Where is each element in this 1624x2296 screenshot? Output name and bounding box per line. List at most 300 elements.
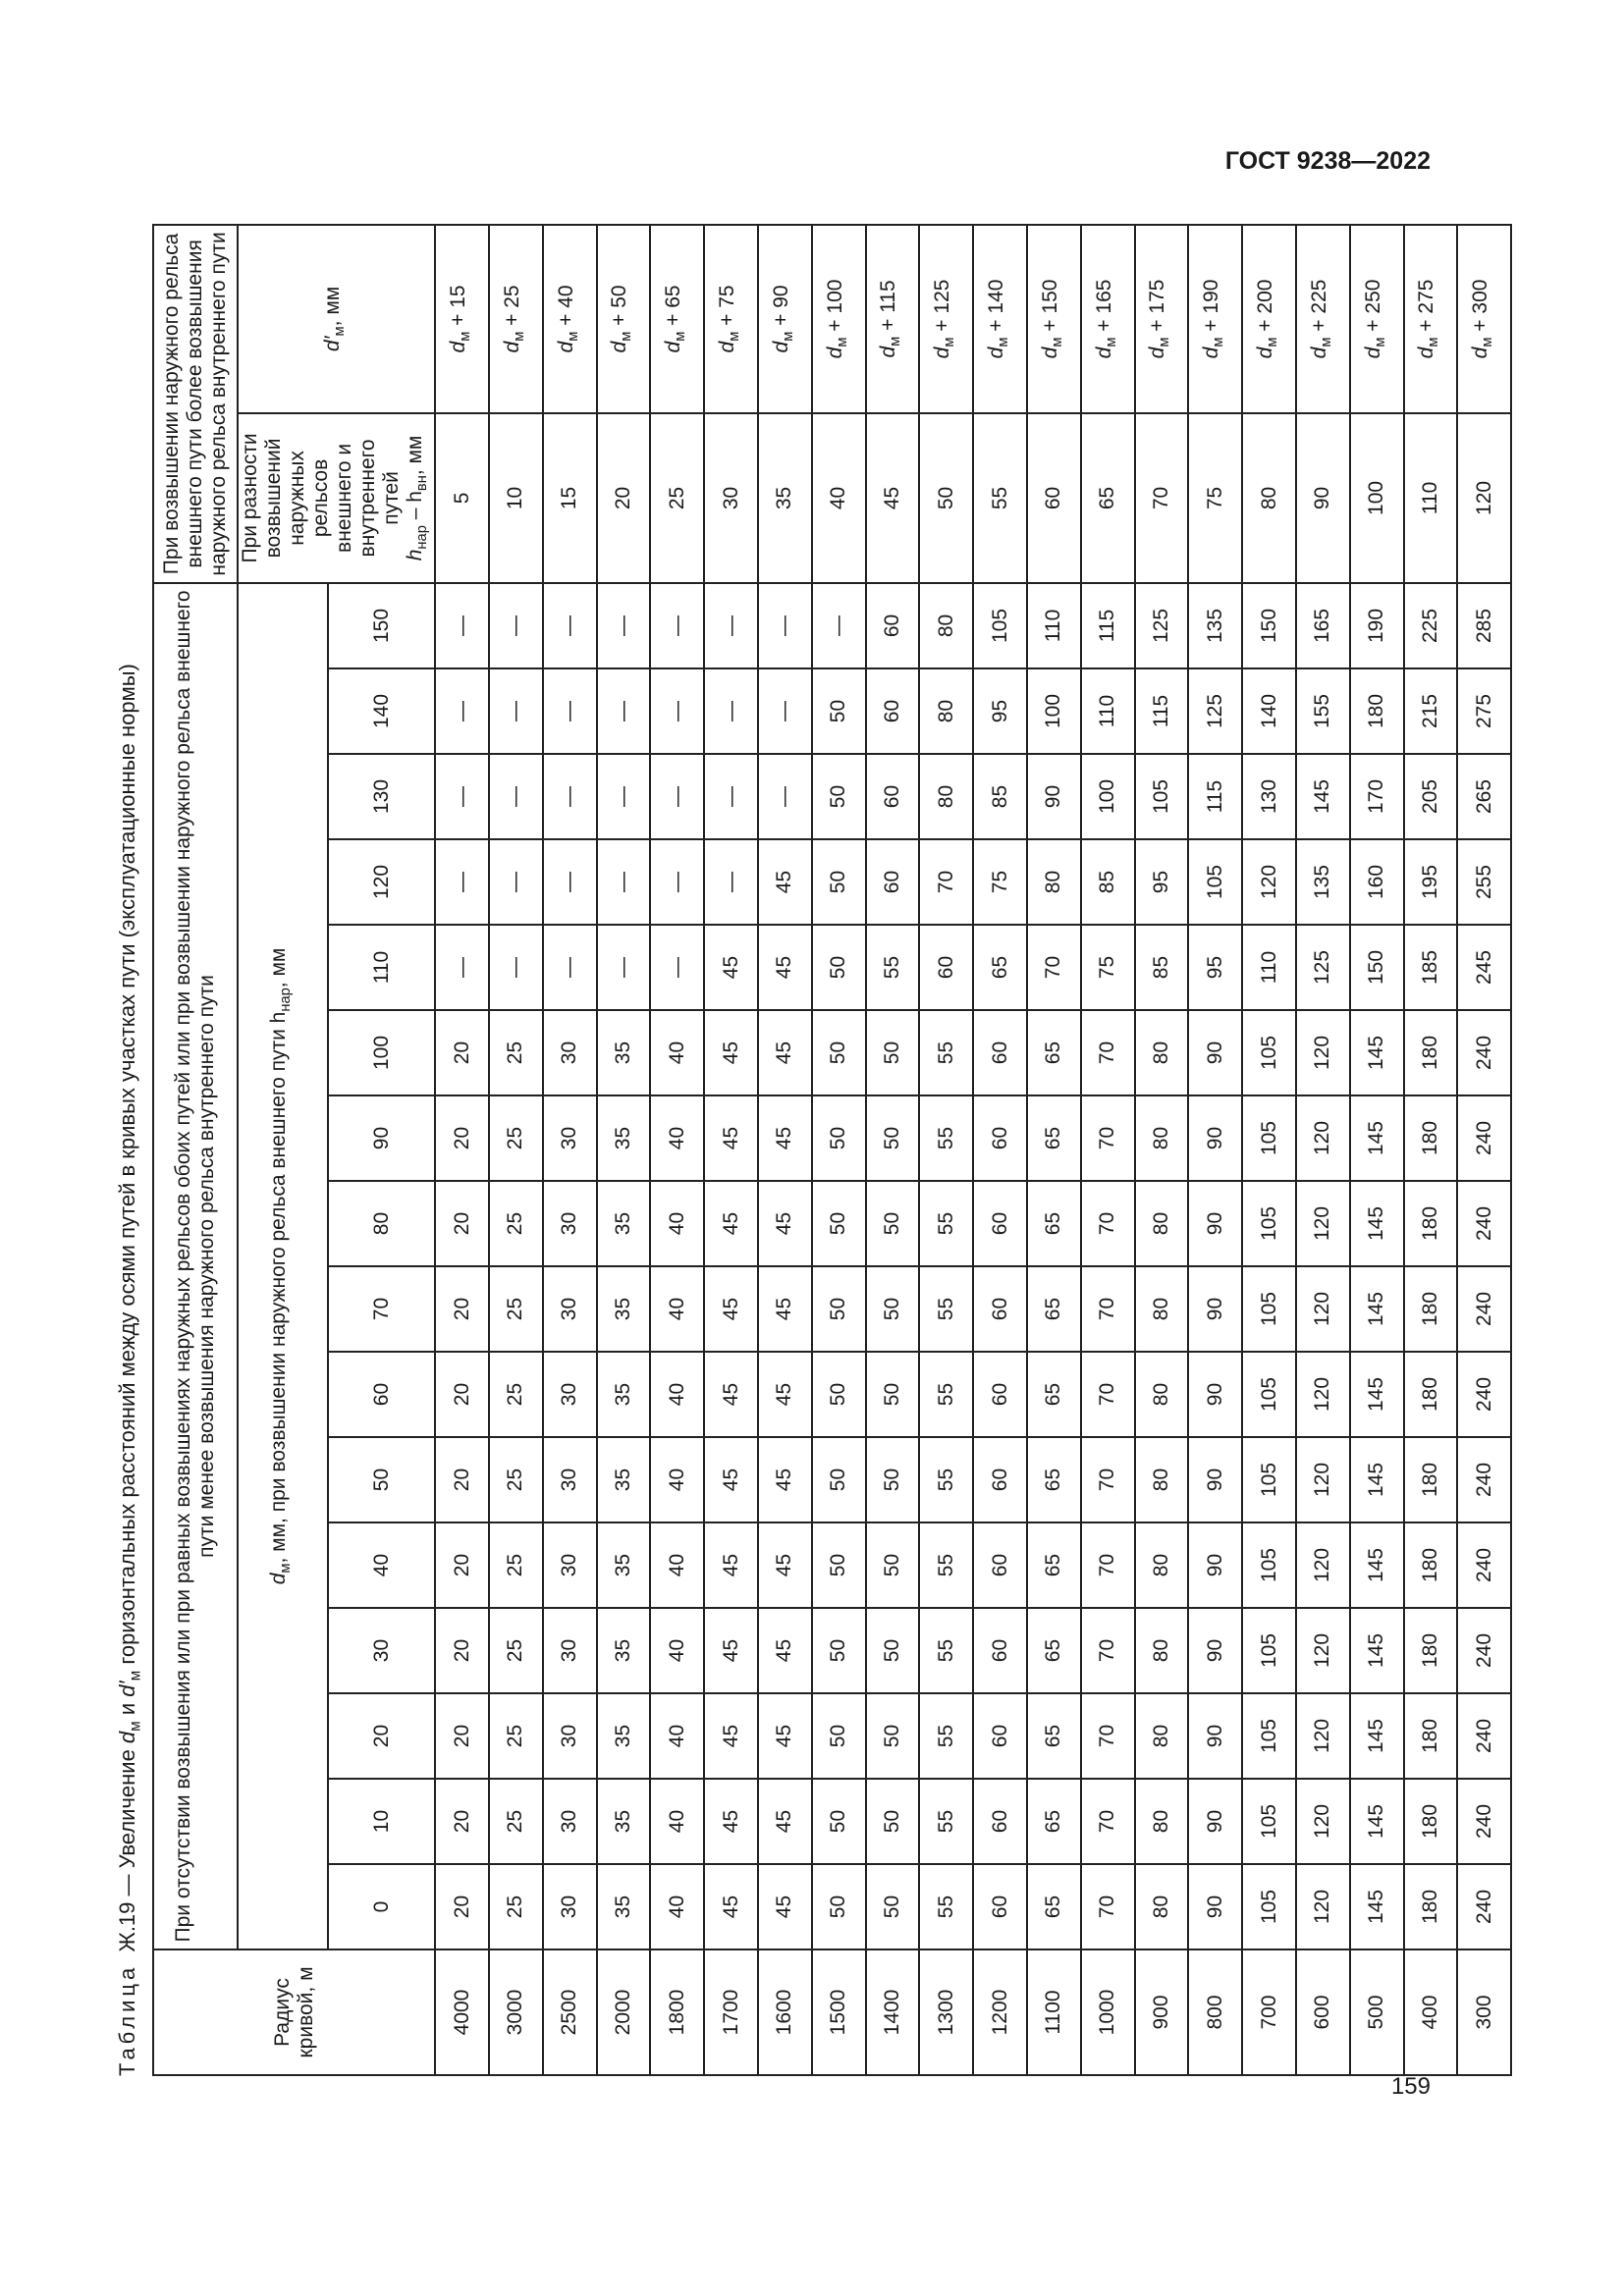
diff-cell: 20 [597, 413, 651, 583]
value-cell: 60 [973, 1437, 1027, 1522]
value-cell: 35 [597, 1608, 651, 1693]
dprime-cell-symbol-sub: м [1480, 337, 1496, 347]
dprime-symbol: d′ [321, 336, 344, 352]
value-cell: 45 [758, 1352, 812, 1437]
value-cell: 80 [1135, 1522, 1189, 1608]
diff-header-text: При разности возвышений наружных рельсов внешнего и внутреннего путей [239, 433, 403, 563]
value-cell: 125 [1296, 925, 1350, 1010]
table-row [1350, 225, 1404, 2075]
value-cell: 120 [1296, 1437, 1350, 1522]
value-cell: 35 [597, 1095, 651, 1181]
value-cell: 90 [1027, 754, 1081, 839]
dprime-cell-value: + 300 [1469, 279, 1492, 332]
value-cell: 70 [919, 839, 973, 925]
value-cell: 50 [812, 1608, 866, 1693]
dprime-cell [1457, 225, 1511, 413]
value-cell: 70 [1081, 1352, 1135, 1437]
value-cell: 70 [1081, 1266, 1135, 1352]
value-cell: 40 [650, 1864, 704, 1949]
value-cell: 45 [704, 1352, 758, 1437]
value-cell: 105 [1242, 1352, 1296, 1437]
value-cell: — [435, 925, 489, 1010]
caption-and: и [115, 1696, 139, 1722]
dprime-cell-symbol-sub: м [1265, 337, 1281, 347]
value-cell: 60 [973, 1352, 1027, 1437]
caption-dm-prime-sub: м [127, 1670, 144, 1682]
radius-cell: 1400 [866, 1949, 920, 2075]
radius-cell: 1100 [1027, 1949, 1081, 2075]
dprime-cell [812, 225, 866, 413]
value-cell: 120 [1296, 1010, 1350, 1095]
dprime-cell [1135, 225, 1189, 413]
table-row [489, 225, 543, 2075]
value-cell: 70 [1081, 1608, 1135, 1693]
value-cell: 145 [1350, 1352, 1404, 1437]
value-cell: — [489, 668, 543, 754]
diff-cell: 55 [973, 413, 1027, 583]
value-cell: 35 [597, 1437, 651, 1522]
value-cell: 255 [1457, 839, 1511, 925]
value-cell: 65 [1027, 1608, 1081, 1693]
value-cell: 240 [1457, 1864, 1511, 1949]
value-cell: 50 [866, 1779, 920, 1864]
value-cell: 120 [1296, 1266, 1350, 1352]
value-cell: — [489, 925, 543, 1010]
value-cell: — [650, 668, 704, 754]
value-cell: 45 [758, 1864, 812, 1949]
value-cell: 120 [1296, 1608, 1350, 1693]
diff-unit: , мм [404, 435, 426, 476]
table-row [973, 225, 1027, 2075]
value-cell: 30 [543, 1864, 597, 1949]
value-cell: 55 [919, 1437, 973, 1522]
caption-text-1: — Увеличение [115, 1743, 139, 1902]
elevation-header: 140 [328, 668, 435, 754]
dprime-cell-symbol-sub: м [996, 337, 1012, 347]
value-cell: 55 [919, 1522, 973, 1608]
value-cell: 45 [758, 1010, 812, 1095]
radius-cell: 1700 [704, 1949, 758, 2075]
value-cell: 145 [1350, 1693, 1404, 1779]
value-cell: — [543, 925, 597, 1010]
value-cell: 50 [812, 1266, 866, 1352]
value-cell: 60 [919, 925, 973, 1010]
value-cell: 180 [1404, 1779, 1458, 1864]
dprime-cell-symbol: d [1307, 347, 1330, 359]
value-cell: 170 [1350, 754, 1404, 839]
value-cell: 70 [1081, 1181, 1135, 1266]
value-cell: 50 [812, 1779, 866, 1864]
value-cell: — [543, 583, 597, 668]
value-cell: 95 [973, 668, 1027, 754]
value-cell: 240 [1457, 1522, 1511, 1608]
dprime-cell-symbol-sub: м [673, 331, 689, 342]
value-cell: 110 [1027, 583, 1081, 668]
dprime-cell-symbol: d [1038, 347, 1061, 359]
value-cell: — [704, 668, 758, 754]
diff-cell: 100 [1350, 413, 1404, 583]
value-cell: — [704, 754, 758, 839]
value-cell: 30 [543, 1693, 597, 1779]
value-cell: 120 [1296, 1693, 1350, 1779]
dprime-cell-symbol-sub: м [619, 331, 635, 342]
diff-cell: 110 [1404, 413, 1458, 583]
value-cell: — [758, 668, 812, 754]
dprime-cell-value: + 225 [1307, 279, 1330, 332]
value-cell: 40 [650, 1010, 704, 1095]
value-cell: — [650, 583, 704, 668]
dprime-cell-symbol: d [446, 341, 469, 353]
elevation-header: 20 [328, 1693, 435, 1779]
dprime-cell-symbol-sub: м [1211, 337, 1227, 347]
value-cell: 55 [919, 1266, 973, 1352]
dprime-cell-symbol: d [554, 341, 577, 353]
dprime-cell [489, 225, 543, 413]
value-cell: 40 [650, 1779, 704, 1864]
value-cell: 225 [1404, 583, 1458, 668]
value-cell: 145 [1350, 1010, 1404, 1095]
value-cell: — [650, 754, 704, 839]
value-cell: 180 [1404, 1352, 1458, 1437]
value-cell: 25 [489, 1437, 543, 1522]
value-cell: 45 [704, 1522, 758, 1608]
diff-minus: – h [404, 491, 426, 526]
value-cell: 65 [1027, 1779, 1081, 1864]
value-cell: 40 [650, 1522, 704, 1608]
radius-cell: 900 [1135, 1949, 1189, 2075]
value-cell: 80 [919, 583, 973, 668]
value-cell: 35 [597, 1693, 651, 1779]
diff-cell: 90 [1296, 413, 1350, 583]
value-cell: 50 [866, 1608, 920, 1693]
value-cell: 60 [973, 1608, 1027, 1693]
value-cell: 60 [866, 668, 920, 754]
value-cell: 240 [1457, 1352, 1511, 1437]
value-cell: 30 [543, 1779, 597, 1864]
value-cell: 100 [1027, 668, 1081, 754]
value-cell: 70 [1081, 1437, 1135, 1522]
dprime-cell-symbol-sub: м [942, 337, 958, 347]
table-caption [108, 226, 147, 2076]
diff-cell: 70 [1135, 413, 1189, 583]
value-cell: 50 [812, 1181, 866, 1266]
table-row [543, 225, 597, 2075]
dprime-cell-symbol-sub: м [565, 331, 581, 342]
table-row [758, 225, 812, 2075]
value-cell: 70 [1081, 1522, 1135, 1608]
value-cell: — [435, 583, 489, 668]
value-cell: 45 [758, 1181, 812, 1266]
value-cell: 40 [650, 1693, 704, 1779]
dprime-cell-symbol-sub: м [1318, 337, 1334, 347]
value-cell: 105 [1242, 1779, 1296, 1864]
dprime-cell-symbol: d [984, 347, 1007, 359]
value-cell: 25 [489, 1522, 543, 1608]
value-cell: — [435, 839, 489, 925]
value-cell: 85 [1135, 925, 1189, 1010]
value-cell: 45 [758, 925, 812, 1010]
value-cell: 215 [1404, 668, 1458, 754]
dprime-cell [543, 225, 597, 413]
value-cell: 30 [543, 1608, 597, 1693]
radius-cell: 300 [1457, 1949, 1511, 2075]
radius-cell: 800 [1188, 1949, 1242, 2075]
value-cell: 80 [1135, 1266, 1189, 1352]
dprime-cell-value: + 175 [1146, 279, 1169, 332]
value-cell: 60 [866, 754, 920, 839]
value-cell: 105 [1242, 1693, 1296, 1779]
value-cell: 50 [812, 1352, 866, 1437]
value-cell: 25 [489, 1693, 543, 1779]
value-cell: — [489, 583, 543, 668]
value-cell: 45 [704, 1779, 758, 1864]
value-cell: 150 [1242, 583, 1296, 668]
diff-cell: 65 [1081, 413, 1135, 583]
value-cell: 245 [1457, 925, 1511, 1010]
value-cell: 105 [1242, 1010, 1296, 1095]
diff-cell: 60 [1027, 413, 1081, 583]
value-cell: 105 [1242, 1181, 1296, 1266]
dprime-cell-symbol-sub: м [1372, 337, 1388, 347]
value-cell: 50 [866, 1693, 920, 1779]
value-cell: 145 [1350, 1864, 1404, 1949]
value-cell: 90 [1188, 1522, 1242, 1608]
dprime-cell-symbol-sub: м [834, 337, 850, 347]
value-cell: 35 [597, 1352, 651, 1437]
value-cell: 185 [1404, 925, 1458, 1010]
value-cell: 75 [1081, 925, 1135, 1010]
value-cell: 35 [597, 1181, 651, 1266]
dm-symbol: d [267, 1573, 291, 1585]
value-cell: — [704, 583, 758, 668]
value-cell: 40 [650, 1266, 704, 1352]
value-cell: 50 [866, 1352, 920, 1437]
page-number: 159 [1390, 2073, 1431, 2100]
value-cell: 45 [704, 1010, 758, 1095]
value-cell: — [597, 754, 651, 839]
value-cell: 50 [812, 668, 866, 754]
value-cell: 20 [435, 1693, 489, 1779]
value-cell: — [489, 754, 543, 839]
value-cell: 70 [1027, 925, 1081, 1010]
value-cell: 180 [1404, 1437, 1458, 1522]
value-cell: 90 [1188, 1779, 1242, 1864]
value-cell: 85 [973, 754, 1027, 839]
value-cell: 30 [543, 1181, 597, 1266]
table-row [435, 225, 489, 2075]
value-cell: 145 [1350, 1522, 1404, 1608]
dprime-cell-symbol: d [823, 347, 846, 359]
value-cell: 20 [435, 1864, 489, 1949]
dprime-cell-symbol: d [500, 341, 523, 353]
diff-cell: 80 [1242, 413, 1296, 583]
value-cell: 80 [1135, 1608, 1189, 1693]
dprime-cell-value: + 140 [984, 279, 1007, 332]
value-cell: 145 [1350, 1181, 1404, 1266]
value-cell: 140 [1242, 668, 1296, 754]
value-cell: 120 [1296, 1864, 1350, 1949]
elevation-header: 10 [328, 1779, 435, 1864]
value-cell: 285 [1457, 583, 1511, 668]
value-cell: 40 [650, 1608, 704, 1693]
value-cell: 30 [543, 1437, 597, 1522]
value-cell: — [543, 839, 597, 925]
value-cell: 50 [812, 1095, 866, 1181]
dprime-cell-symbol: d [715, 341, 738, 353]
value-cell: 240 [1457, 1010, 1511, 1095]
table-row [919, 225, 973, 2075]
value-cell: — [543, 754, 597, 839]
diff-vn-sub: вн [414, 475, 431, 492]
dprime-cell-symbol: d [769, 341, 792, 353]
value-cell: 45 [758, 1779, 812, 1864]
value-cell: 60 [973, 1693, 1027, 1779]
value-cell: 160 [1350, 839, 1404, 925]
value-cell: 45 [758, 1266, 812, 1352]
value-cell: 95 [1135, 839, 1189, 925]
value-cell: 65 [1027, 1522, 1081, 1608]
table-row [704, 225, 758, 2075]
elevation-header: 150 [328, 583, 435, 668]
value-cell: 35 [597, 1010, 651, 1095]
value-cell: 55 [919, 1181, 973, 1266]
value-cell: — [597, 668, 651, 754]
value-cell: 180 [1404, 1608, 1458, 1693]
dprime-cell-symbol-sub: м [727, 331, 743, 342]
radius-cell: 1800 [650, 1949, 704, 2075]
value-cell: 20 [435, 1181, 489, 1266]
value-cell: 50 [866, 1522, 920, 1608]
value-cell: 240 [1457, 1266, 1511, 1352]
value-cell: 275 [1457, 668, 1511, 754]
dprime-cell-symbol: d [1092, 347, 1115, 359]
table-row [866, 225, 920, 2075]
radius-cell: 2000 [597, 1949, 651, 2075]
radius-cell: 1300 [919, 1949, 973, 2075]
value-cell: 80 [1135, 1779, 1189, 1864]
value-cell: 70 [1081, 1693, 1135, 1779]
value-cell: 145 [1350, 1266, 1404, 1352]
value-cell: 80 [1135, 1010, 1189, 1095]
value-cell: 20 [435, 1266, 489, 1352]
dprime-cell-symbol: d [931, 347, 954, 359]
value-cell: 105 [1242, 1608, 1296, 1693]
radius-cell: 2500 [543, 1949, 597, 2075]
value-cell: 145 [1350, 1437, 1404, 1522]
table-row [1027, 225, 1081, 2075]
value-cell: 145 [1350, 1779, 1404, 1864]
value-cell: 20 [435, 1608, 489, 1693]
radius-cell: 4000 [435, 1949, 489, 2075]
value-cell: 165 [1296, 583, 1350, 668]
value-cell: 55 [919, 1095, 973, 1181]
elevation-header: 90 [328, 1095, 435, 1181]
value-cell: 55 [866, 925, 920, 1010]
radius-cell: 600 [1296, 1949, 1350, 2075]
value-cell: — [597, 583, 651, 668]
value-cell: 40 [650, 1181, 704, 1266]
dprime-cell-symbol-sub: м [1103, 337, 1119, 347]
value-cell: 20 [435, 1095, 489, 1181]
rotated-table-block [108, 226, 1496, 2076]
diff-cell: 45 [866, 413, 920, 583]
radius-header: Радиус кривой, м [153, 1949, 435, 2075]
dprime-cell [650, 225, 704, 413]
value-cell: 240 [1457, 1779, 1511, 1864]
value-cell: 35 [597, 1522, 651, 1608]
value-cell: 70 [1081, 1779, 1135, 1864]
value-cell: 45 [704, 1266, 758, 1352]
radius-cell: 500 [1350, 1949, 1404, 2075]
diff-cell: 50 [919, 413, 973, 583]
value-cell: 20 [435, 1352, 489, 1437]
value-cell: 60 [973, 1181, 1027, 1266]
value-cell: 45 [704, 925, 758, 1010]
value-cell: 105 [1242, 1522, 1296, 1608]
table-body [153, 225, 1511, 2075]
value-cell: 50 [812, 1522, 866, 1608]
value-cell: 25 [489, 1181, 543, 1266]
value-cell: — [704, 839, 758, 925]
value-cell: 55 [919, 1779, 973, 1864]
elevation-header: 50 [328, 1437, 435, 1522]
value-cell: 120 [1296, 1095, 1350, 1181]
value-cell: 120 [1296, 1779, 1350, 1864]
value-cell: 240 [1457, 1693, 1511, 1779]
table-row [1457, 225, 1511, 2075]
data-table [152, 224, 1512, 2076]
dprime-cell-value: + 125 [931, 279, 954, 332]
diff-nar-sub: нар [414, 525, 431, 550]
dprime-cell [435, 225, 489, 413]
value-cell: 40 [650, 1095, 704, 1181]
value-cell: 45 [704, 1095, 758, 1181]
diff-cell: 35 [758, 413, 812, 583]
value-cell: 45 [758, 1693, 812, 1779]
value-cell: 265 [1457, 754, 1511, 839]
diff-cell: 15 [543, 413, 597, 583]
dprime-cell-value: + 100 [823, 279, 846, 332]
value-cell: 50 [866, 1095, 920, 1181]
dprime-header [238, 225, 435, 413]
dprime-cell-symbol: d [608, 341, 631, 353]
value-cell: 65 [1027, 1095, 1081, 1181]
elevation-header: 40 [328, 1522, 435, 1608]
dprime-cell-symbol-sub: м [1157, 337, 1173, 347]
value-cell: 20 [435, 1437, 489, 1522]
value-cell: 80 [1135, 1352, 1189, 1437]
value-cell: 30 [543, 1266, 597, 1352]
value-cell: 120 [1242, 839, 1296, 925]
dprime-cell-value: + 275 [1415, 279, 1438, 332]
value-cell: 60 [973, 1522, 1027, 1608]
value-cell: 180 [1404, 1864, 1458, 1949]
value-cell: 65 [1027, 1693, 1081, 1779]
dprime-cell-symbol: d [1253, 347, 1276, 359]
value-cell: 60 [973, 1095, 1027, 1181]
dprime-cell-symbol: d [1415, 347, 1438, 359]
value-cell: 30 [543, 1095, 597, 1181]
value-cell: 180 [1404, 1010, 1458, 1095]
value-cell: — [597, 925, 651, 1010]
value-cell: 90 [1188, 1352, 1242, 1437]
dm-subheader-text: , мм, при возвышении наружного рельса внешнего пути h [267, 1011, 291, 1564]
value-cell: 50 [812, 839, 866, 925]
value-cell: 65 [973, 925, 1027, 1010]
value-cell: 20 [435, 1010, 489, 1095]
value-cell: 45 [704, 1437, 758, 1522]
value-cell: 125 [1135, 583, 1189, 668]
